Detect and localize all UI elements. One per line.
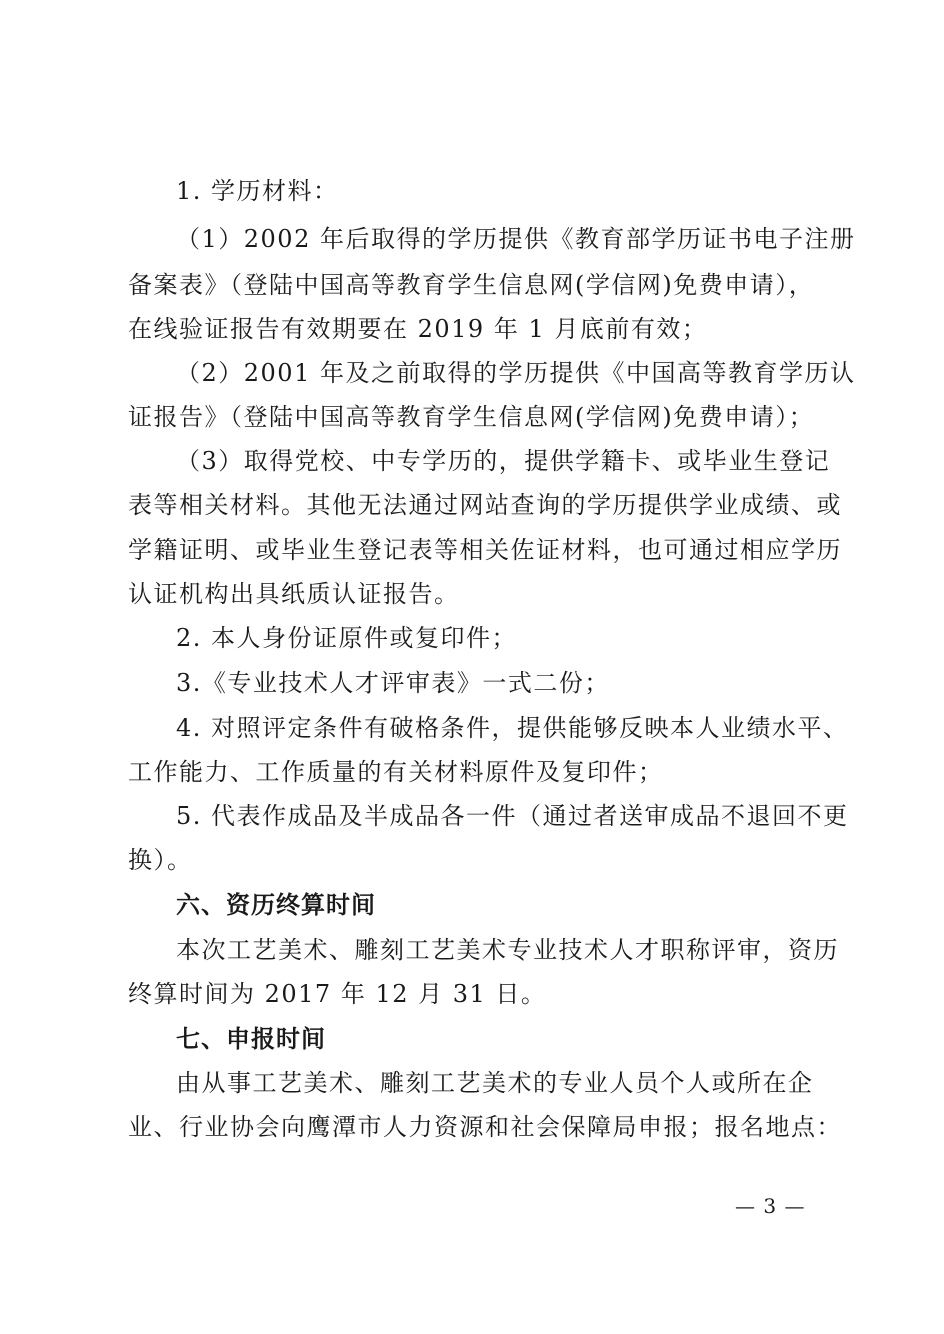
item-5-line-2: 换）。: [128, 846, 193, 874]
item-5-line-1: 5. 代表作成品及半成品各一件（通过者送审成品不退回不更: [176, 802, 849, 830]
item-1-2-line-2: 证报告》（登陆中国高等教育学生信息网(学信网)免费申请）；: [128, 403, 815, 431]
item-1-heading: 1. 学历材料：: [176, 177, 339, 205]
item-1-1-line-2: 备案表》（登陆中国高等教育学生信息网(学信网)免费申请），: [128, 271, 815, 299]
section-7-heading: 七、申报时间: [176, 1025, 326, 1053]
item-4-line-1: 4. 对照评定条件有破格条件，提供能够反映本人业绩水平、: [176, 714, 849, 742]
section-7-line-2: 业、行业协会向鹰潭市人力资源和社会保障局申报；报名地点：: [128, 1113, 842, 1141]
item-4-line-2: 工作能力、工作质量的有关材料原件及复印件；: [128, 758, 664, 786]
item-1-3-line-2: 表等相关材料。其他无法通过网站查询的学历提供学业成绩、或: [128, 491, 842, 519]
section-6-line-1: 本次工艺美术、雕刻工艺美术专业技术人才职称评审，资历: [176, 936, 839, 964]
item-3: 3.《专业技术人才评审表》一式二份；: [176, 669, 610, 697]
item-2: 2. 本人身份证原件或复印件；: [176, 624, 518, 652]
item-1-2-line-1: （2）2001 年及之前取得的学历提供《中国高等教育学历认: [176, 359, 856, 387]
item-1-3-line-3: 学籍证明、或毕业生登记表等相关佐证材料，也可通过相应学历: [128, 536, 842, 564]
section-6-line-2: 终算时间为 2017 年 12 月 31 日。: [128, 980, 547, 1008]
item-1-1-line-3: 在线验证报告有效期要在 2019 年 1 月底前有效；: [128, 315, 708, 343]
section-6-heading: 六、资历终算时间: [176, 891, 376, 919]
page-number: — 3 —: [735, 1194, 806, 1218]
section-7-line-1: 由从事工艺美术、雕刻工艺美术的专业人员个人或所在企: [176, 1069, 814, 1097]
item-1-3-line-1: （3）取得党校、中专学历的，提供学籍卡、或毕业生登记: [176, 447, 831, 475]
item-1-3-line-4: 认证机构出具纸质认证报告。: [128, 580, 460, 608]
item-1-1-line-1: （1）2002 年后取得的学历提供《教育部学历证书电子注册: [176, 225, 856, 253]
